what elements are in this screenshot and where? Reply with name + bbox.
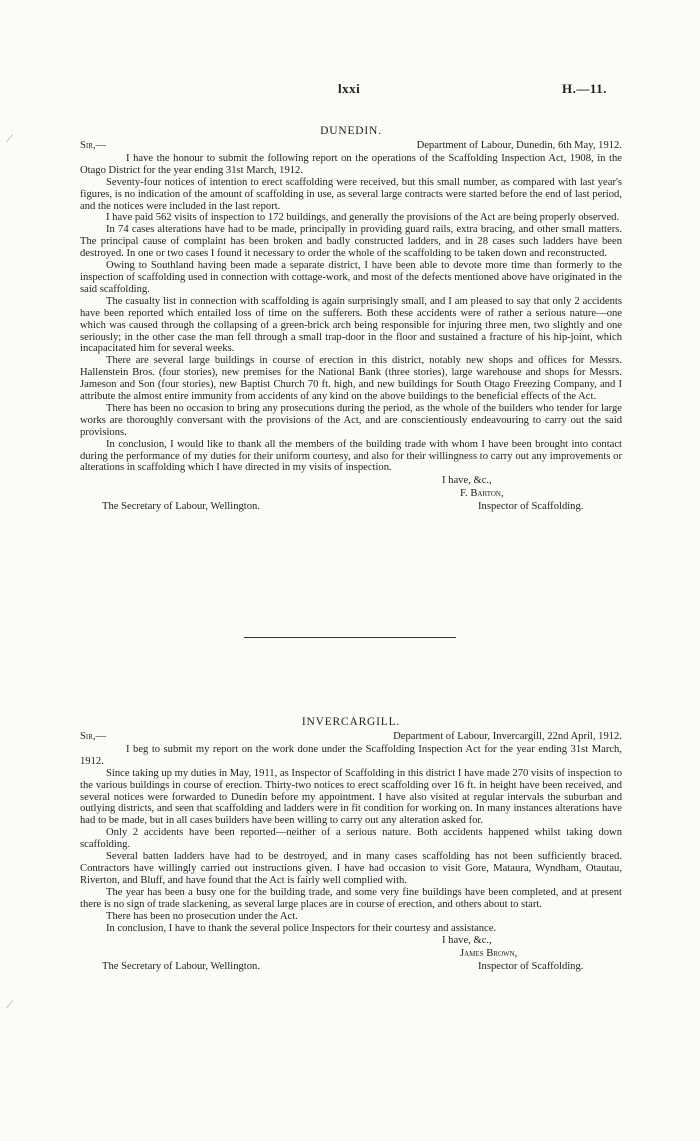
report-paragraph: Only 2 accidents have been reported—neither of a serious nature. Both accidents happened whilst taking down scaffolding. (80, 827, 622, 851)
page-number: lxxi (338, 81, 361, 96)
signoff-block (80, 475, 622, 515)
section-divider (244, 637, 456, 638)
closing: I have, &c., (442, 935, 492, 947)
salutation: Sir,— (80, 139, 107, 151)
signatory-name: James Brown, (460, 948, 518, 960)
report-paragraph: In conclusion, I have to thank the several police Inspectors for their courtesy and assistance. (106, 922, 497, 934)
closing: I have, &c., (442, 475, 492, 487)
report-paragraph: In conclusion, I would like to thank all the members of the building trade with whom I have been brought into contact during the performance of my duties for their uniform courtesy, and also for their willingness to carry out any improvements or alterations in scaffolding which I have directed in my visits of inspection. (80, 438, 622, 474)
report-paragraph: I beg to submit my report on the work done under the Scaffolding Inspection Act for the year ending 31st March, 1912. (80, 743, 622, 767)
report-paragraph: There has been no occasion to bring any prosecutions during the period, as the whole of the builders who tender for large works are thoroughly conversant with the provisions of the Act, and are conscientiously endeavouring to carry out the said provisions. (80, 402, 622, 438)
report-invercargill (80, 717, 622, 975)
report-dunedin (80, 126, 622, 515)
report-paragraph: The year has been a busy one for the building trade, and some very fine buildings have been completed, and at present there is no sign of trade slackening, as several large places are in course of erection, and others about to start. (80, 886, 622, 910)
report-paragraph: In 74 cases alterations have had to be made, principally in providing guard rails, extra bracing, and other small matters. The principal cause of complaint has been broken and badly constructed ladders, and in 28 cases such ladders have been destroyed. In one or two cases I found it necessary to order the whole of the scaffolding to be taken down and reconstructed. (80, 224, 622, 260)
margin-mark-icon: ⟋ (6, 1000, 13, 1011)
dateline: Department of Labour, Dunedin, 6th May, 1912. (416, 139, 622, 151)
salutation-line (80, 140, 622, 152)
report-paragraph: There are several large buildings in course of erection in this district, notably new shops and offices for Messrs. Hallenstein Bros. (four stories), new premises for the National Bank (three stories), large warehouse and shops for Messrs. Jameson and Son (four stories), new Baptist Church 70 ft. high, and new buildings for South Otago Freezing Company, and I attribute the almost entire immunity from accidents of any kind on the above buildings to the beneficial effects of the Act. (80, 355, 622, 403)
report-paragraph: Seventy-four notices of intention to erect scaffolding were received, but this small number, as compared with last year's figures, is no indication of the amount of scaffolding in use, as several large contracts were started before the end of last period, and the notices were included in the last report. (80, 176, 622, 212)
signoff-block (80, 935, 622, 975)
addressee: The Secretary of Labour, Wellington. (102, 501, 260, 513)
report-paragraph: I have paid 562 visits of inspection to 172 buildings, and generally the provisions of the Act are being properly observed. (106, 212, 620, 224)
salutation: Sir,— (80, 730, 107, 742)
report-paragraph: Owing to Southland having been made a separate district, I have been able to devote more time than formerly to the inspection of scaffolding used in connection with cottage-work, and most of the defects mentioned above have originated in the said scaffolding. (80, 260, 622, 295)
signatory-title: Inspector of Scaffolding. (478, 961, 584, 973)
report-paragraph: I have the honour to submit the following report on the operations of the Scaffolding Inspection Act, 1908, in the Otago District for the year ending 31st March, 1912. (80, 152, 622, 176)
report-paragraph: There has been no prosecution under the Act. (106, 910, 298, 922)
report-paragraph: Several batten ladders have had to be destroyed, and in many cases scaffolding has not been sufficiently braced. Contractors have willingly carried out instructions given. I have had occasion to visit Gore, Mataura, Wyndham, Otautau, Riverton, and Bluff, and have found that the Act is fairly well complied with. (80, 851, 622, 886)
margin-mark-icon: ⟋ (6, 134, 13, 145)
report-city-heading: DUNEDIN. (320, 125, 382, 137)
report-paragraph: The casualty list in connection with scaffolding is again surprisingly small, and I am pleased to say that only 2 accidents have been reported which entailed loss of time on the sufferers. Both these accidents were of rather a serious nature—one which was caused through the collapsing of a green-brick arch being responsible for injuring three men, two slightly and one seriously; in the other case the man fell through a small trap-door in the floor and sustained a fracture of his hip-joint, which incapacitated him for several weeks. (80, 295, 622, 355)
salutation-line (80, 731, 622, 743)
page-reference: H.—11. (562, 81, 607, 96)
signatory-name: F. Barton, (460, 488, 504, 500)
dateline: Department of Labour, Invercargill, 22nd April, 1912. (393, 730, 622, 742)
page-header (0, 81, 700, 99)
signatory-title: Inspector of Scaffolding. (478, 501, 584, 513)
report-city-heading: INVERCARGILL. (301, 716, 401, 728)
report-paragraph: Since taking up my duties in May, 1911, as Inspector of Scaffolding in this district I have made 270 visits of inspection to the various buildings in course of erection. Thirty-two notices to erect scaffolding over 16 ft. in height have been received, and several notices were forwarded to Dunedin before my appointment. I have also visited at regular intervals the suburban and outlying districts, and seen that scaffolding and ladders were in fit condition for working on. In many instances alterations have had to be made, but in all cases builders have been willing to carry out any alteration asked for. (80, 767, 622, 827)
addressee: The Secretary of Labour, Wellington. (102, 961, 260, 973)
